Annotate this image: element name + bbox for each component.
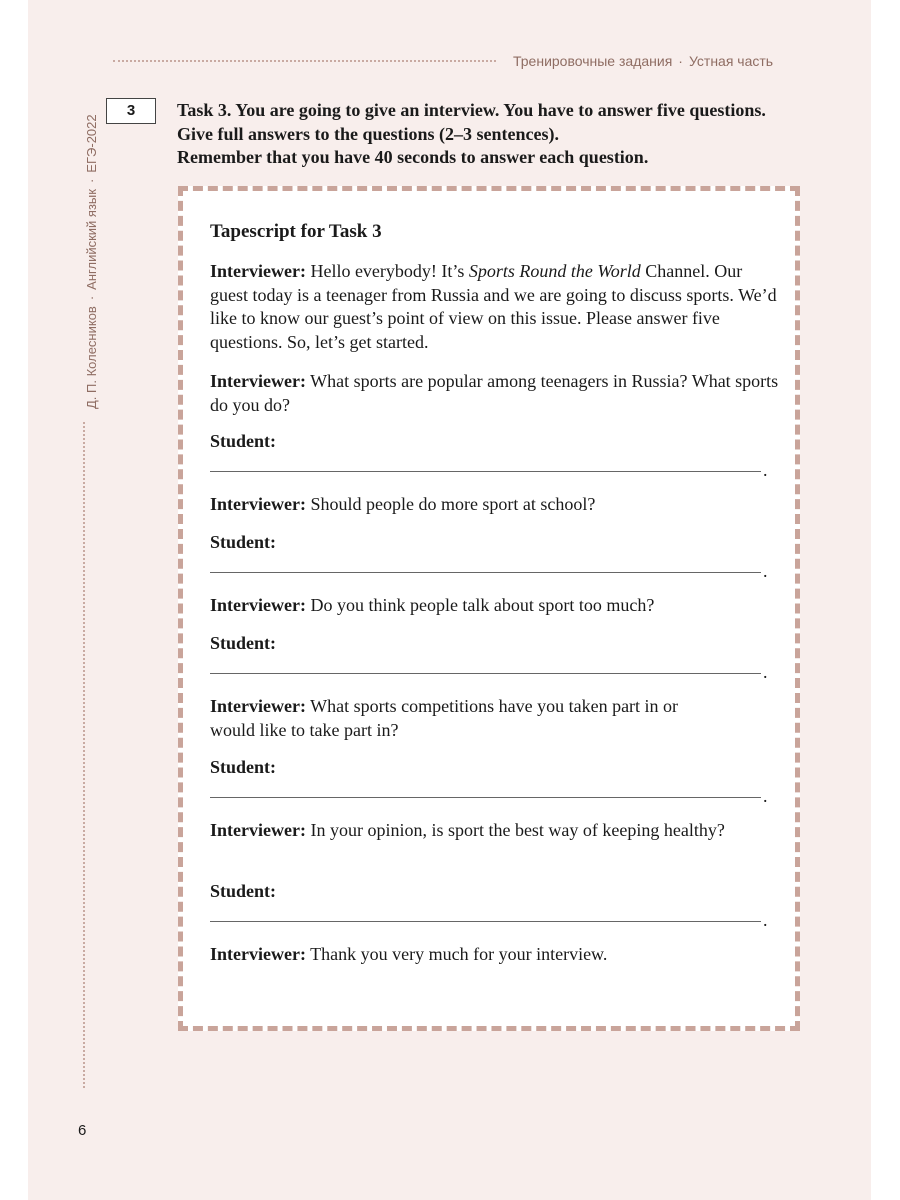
question-text: Do you think people talk about sport too much?	[310, 595, 655, 615]
instruction-line: Task 3. You are going to give an interview. You have to answer five questions.	[177, 100, 766, 120]
answer-line-end-dot: .	[763, 910, 768, 930]
task-instructions	[177, 99, 817, 170]
tapescript-title: Tapescript for Task 3	[210, 221, 382, 242]
interviewer-label: Interviewer:	[210, 944, 306, 964]
closing-text: Thank you very much for your interview.	[310, 944, 608, 964]
interviewer-question-5	[210, 819, 740, 843]
answer-line-end-dot: .	[763, 786, 768, 806]
side-dotted-rule	[83, 422, 85, 1088]
running-header: Тренировочные задания · Устная часть	[513, 53, 774, 69]
question-text: What sports competitions have you taken part in or would like to take part in?	[210, 696, 679, 740]
intro-text-rest: Our guest today is a teenager from Russia and we are going to discuss sports. We’d like to know our guest’s point of view on this issue. Please answer five questions. So, let’s get started.	[210, 261, 777, 352]
answer-line[interactable]	[210, 572, 761, 573]
task-number-box: 3	[106, 98, 156, 124]
side-subject: Английский язык	[84, 189, 99, 290]
student-label: Student:	[210, 633, 277, 653]
interviewer-label: Interviewer:	[210, 820, 306, 840]
interviewer-closing	[210, 943, 780, 967]
student-label: Student:	[210, 431, 277, 451]
instruction-line: Give full answers to the questions (2–3 sentences).	[177, 123, 559, 144]
student-label: Student:	[210, 757, 277, 777]
question-text: Should people do more sport at school?	[310, 494, 596, 514]
instruction-line: Remember that you have 40 seconds to answer each question.	[177, 147, 649, 167]
answer-line-end-dot: .	[763, 460, 768, 480]
interviewer-label: Interviewer:	[210, 595, 306, 615]
interviewer-question-4	[210, 695, 710, 742]
question-text: In your opinion, is sport the best way of keeping healthy?	[310, 820, 725, 840]
answer-line[interactable]	[210, 921, 761, 922]
side-exam: ЕГЭ-2022	[84, 114, 99, 173]
intro-text-end: Channel.	[640, 261, 710, 281]
interviewer-question-2	[210, 493, 780, 517]
interviewer-label: Interviewer:	[210, 261, 306, 281]
side-author: Д. П. Колесников	[84, 306, 99, 409]
intro-text-start: Hello everybody! It’s	[310, 261, 469, 281]
page-number: 6	[78, 1122, 87, 1139]
question-text: What sports are popular among teenagers in Russia? What sports do you do?	[210, 371, 779, 415]
header-section: Тренировочные задания	[513, 53, 673, 69]
interviewer-question-1	[210, 370, 780, 417]
student-label: Student:	[210, 881, 277, 901]
student-label: Student:	[210, 532, 277, 552]
answer-line-end-dot: .	[763, 561, 768, 581]
header-subsection: Устная часть	[688, 53, 774, 69]
interviewer-label: Interviewer:	[210, 371, 306, 391]
answer-line-end-dot: .	[763, 662, 768, 682]
header-dotted-rule	[113, 60, 496, 62]
interviewer-question-3	[210, 594, 780, 618]
interviewer-intro	[210, 260, 780, 354]
side-running-header: Д. П. Колесников·Английский язык·ЕГЭ-2022	[84, 114, 99, 409]
interviewer-label: Interviewer:	[210, 696, 306, 716]
answer-line[interactable]	[210, 797, 761, 798]
answer-line[interactable]	[210, 471, 761, 472]
interviewer-label: Interviewer:	[210, 494, 306, 514]
answer-line[interactable]	[210, 673, 761, 674]
channel-name: Sports Round the World	[468, 261, 641, 281]
